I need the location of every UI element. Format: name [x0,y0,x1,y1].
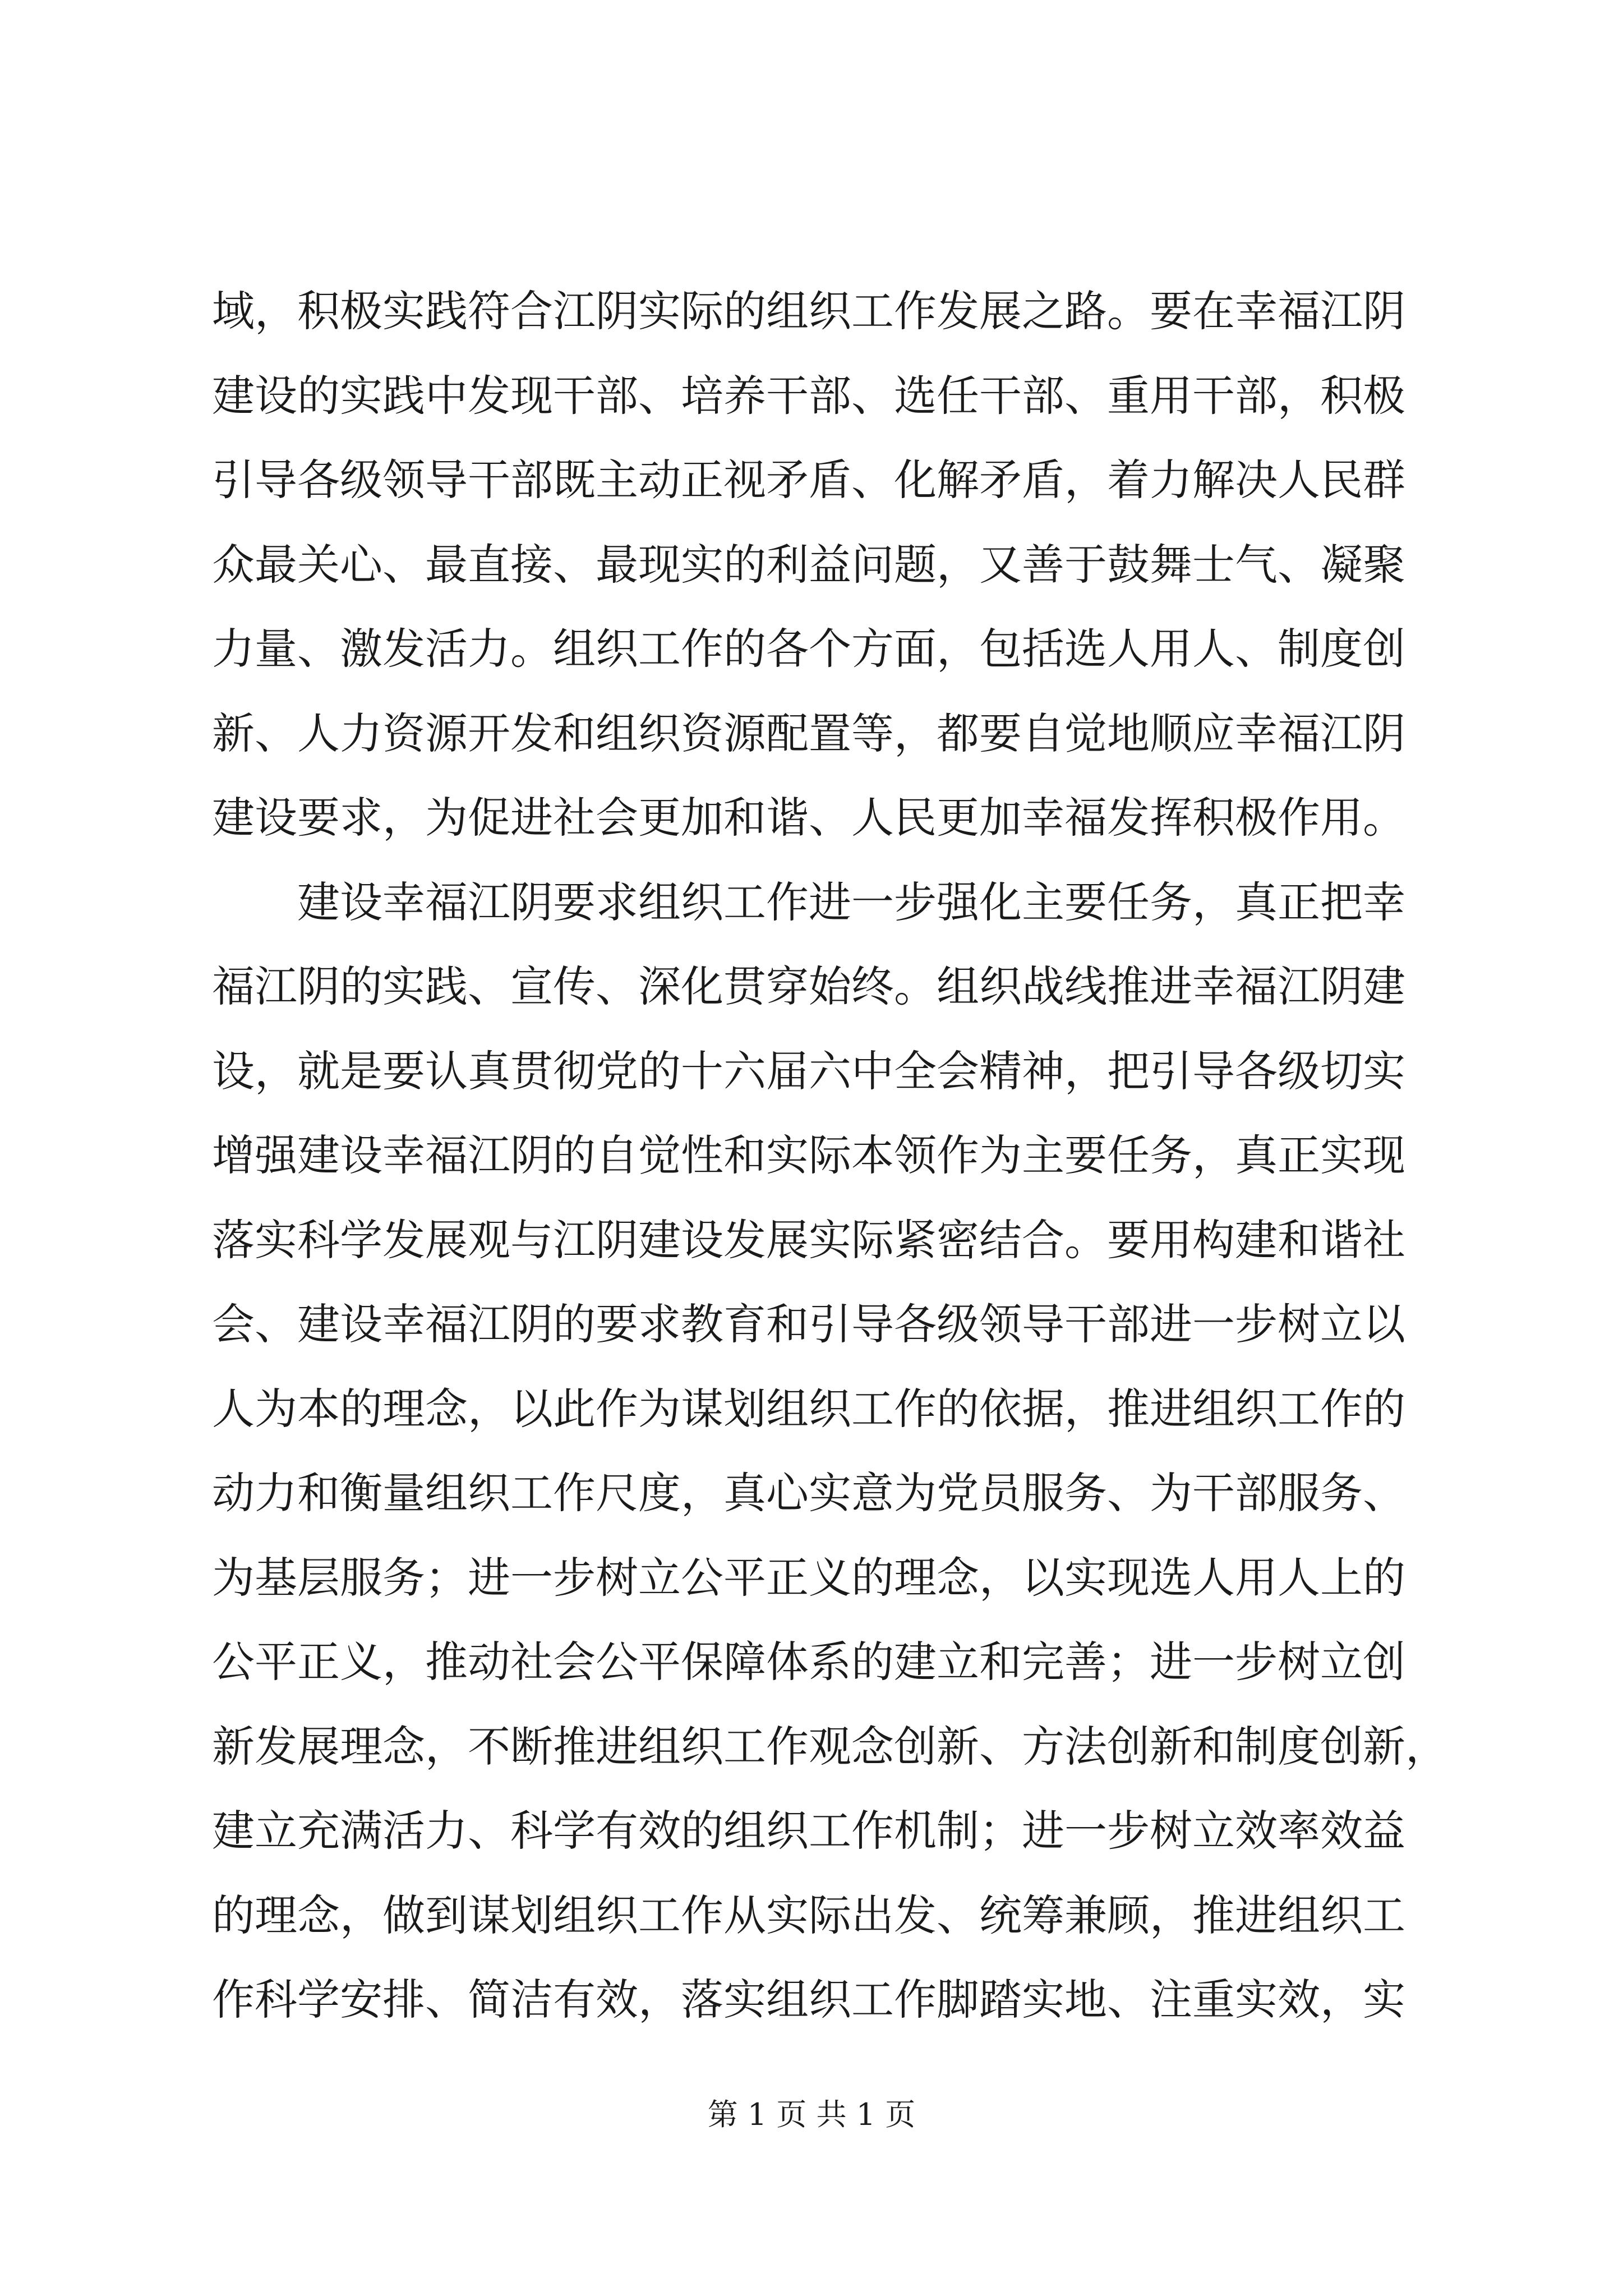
text-line: 人为本的理念，以此作为谋划组织工作的依据，推进组织工作的 [212,1383,1405,1434]
text-line: 的理念，做到谋划组织工作从实际出发、统筹兼顾，推进组织工 [212,1890,1405,1940]
text-line: 增强建设幸福江阴的自觉性和实际本领作为主要任务，真正实现 [212,1130,1405,1180]
text-line: 新发展理念，不断推进组织工作观念创新、方法创新和制度创新， [212,1721,1448,1772]
text-line: 会、建设幸福江阴的要求教育和引导各级领导干部进一步树立以 [212,1299,1405,1349]
text-line: 建立充满活力、科学有效的组织工作机制；进一步树立效率效益 [212,1806,1405,1856]
text-line: 新、人力资源开发和组织资源配置等，都要自觉地顺应幸福江阴 [212,708,1405,758]
text-line: 建设的实践中发现干部、培养干部、选任干部、重用干部，积极 [212,370,1405,421]
page-number-label: 第 1 页 共 1 页 [707,2097,916,2132]
text-line: 建设要求，为促进社会更加和谐、人民更加幸福发挥积极作用。 [212,793,1405,843]
text-line: 动力和衡量组织工作尺度，真心实意为党员服务、为干部服务、 [212,1468,1405,1518]
text-line: 作科学安排、简洁有效，落实组织工作脚踏实地、注重实效，实 [212,1975,1405,2024]
text-line: 众最关心、最直接、最现实的利益问题，又善于鼓舞士气、凝聚 [212,539,1405,590]
text-line: 为基层服务；进一步树立公平正义的理念，以实现选人用人上的 [212,1552,1405,1603]
text-line: 力量、激发活力。组织工作的各个方面，包括选人用人、制度创 [212,624,1405,674]
paragraph-first-line: 建设幸福江阴要求组织工作进一步强化主要任务，真正把幸 [297,877,1405,927]
text-line: 落实科学发展观与江阴建设发展实际紧密结合。要用构建和谐社 [212,1214,1405,1265]
document-body [212,269,1448,2042]
text-line: 引导各级领导干部既主动正视矛盾、化解矛盾，着力解决人民群 [212,455,1405,505]
text-line: 公平正义，推动社会公平保障体系的建立和完善；进一步树立创 [212,1637,1405,1687]
page-footer [0,2095,1623,2134]
text-line: 福江阴的实践、宣传、深化贯穿始终。组织战线推进幸福江阴建 [212,961,1405,1011]
text-line: 设，就是要认真贯彻党的十六届六中全会精神，把引导各级切实 [212,1046,1405,1096]
text-line: 域，积极实践符合江阴实际的组织工作发展之路。要在幸福江阴 [212,286,1405,336]
